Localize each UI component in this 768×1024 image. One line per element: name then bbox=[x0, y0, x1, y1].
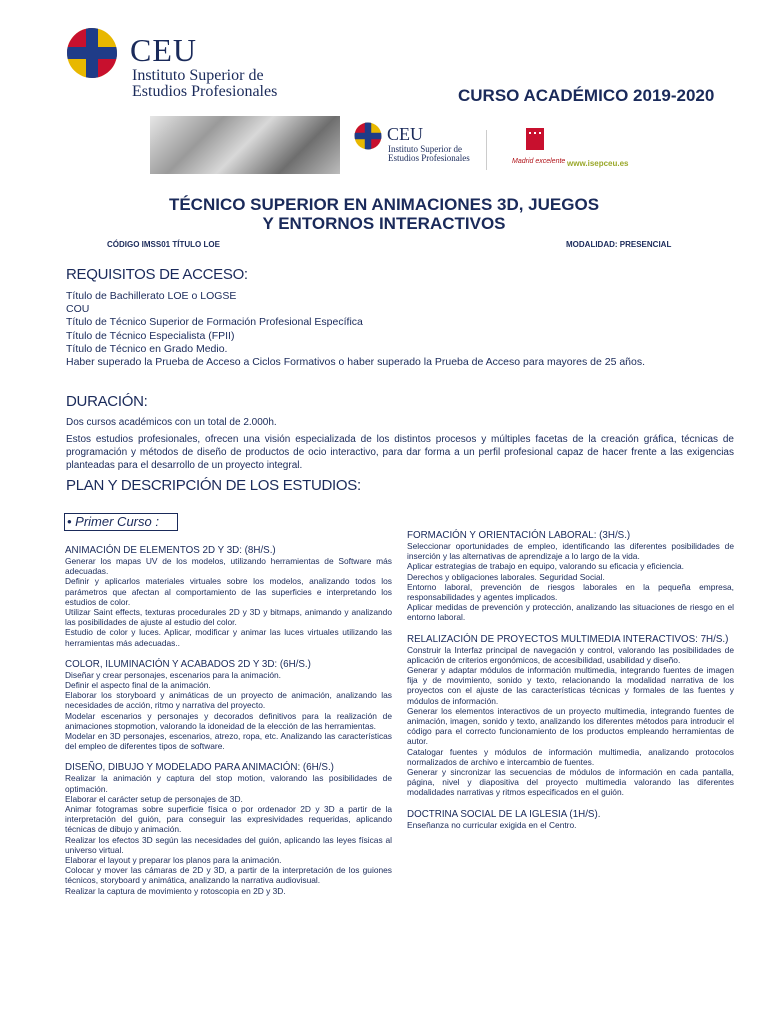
requisito-item: COU bbox=[66, 303, 90, 316]
subject-line: Realizar los efectos 3D según las necesidades del guión, aplicando las leyes físicas al universo virtual. bbox=[65, 834, 392, 855]
subject-line: Construir la Interfaz principal de navegación y control, valorando las posibilidades de aplicación de criterios ergonómicos, de accesibilidad, usabilidad y diseño. bbox=[407, 644, 734, 665]
banner-divider bbox=[486, 130, 487, 170]
banner-institute-line-1: Instituto Superior de bbox=[388, 144, 462, 154]
duracion-heading: DURACIÓN: bbox=[66, 393, 148, 410]
requisito-item: Título de Técnico Especialista (FPII) bbox=[66, 329, 235, 342]
madrid-text: Madrid excelente bbox=[512, 158, 566, 165]
madrid-logo-icon bbox=[520, 126, 550, 160]
institute-line-2: Estudios Profesionales bbox=[132, 83, 278, 100]
subject-line: Derechos y obligaciones laborales. Seguridad Social. bbox=[407, 571, 605, 582]
subject-line: Modelar en 3D personajes, escenarios, atrezo, ropa, etc. Analizando las características del empleo de diferentes tipos de software. bbox=[65, 731, 392, 752]
requisito-item: Título de Técnico Superior de Formación Profesional Específica bbox=[66, 316, 363, 329]
subject-line: Utilizar Saint effects, texturas procedurales 2D y 3D y bitmaps, animando y analizando las posibilidades de ajuste al estudio del color. bbox=[65, 607, 392, 628]
subject-line: Realizar la captura de movimiento y rotoscopia en 2D y 3D. bbox=[65, 885, 286, 896]
subject-line: Generar y sincronizar las secuencias de módulos de información en cada pantalla, página, nivel y diapositiva del proyecto multimedia valorando las diferentes modalidades narrativas y ritmos especificados en el guión. bbox=[407, 767, 734, 798]
institute-name bbox=[132, 68, 277, 100]
left-column bbox=[65, 545, 392, 896]
requisitos-list bbox=[66, 290, 734, 369]
banner-photo bbox=[150, 116, 340, 174]
subject-line: Modelar escenarios y personajes y decorados definitivos para la realización de animaciones stopmotion, valorando la idoneidad de la elección de las herramientas. bbox=[65, 710, 392, 731]
banner-institute-line-2: Estudios Profesionales bbox=[388, 153, 470, 163]
ceu-logo-icon bbox=[66, 27, 118, 79]
requisitos-heading: REQUISITOS DE ACCESO: bbox=[66, 266, 248, 283]
program-modality: MODALIDAD: PRESENCIAL bbox=[566, 240, 672, 249]
plan-heading: PLAN Y DESCRIPCIÓN DE LOS ESTUDIOS: bbox=[66, 477, 361, 494]
subject-heading: COLOR, ILUMINACIÓN Y ACABADOS 2D Y 3D: (6H/S.) bbox=[65, 658, 311, 670]
institute-line-1: Instituto Superior de bbox=[132, 67, 264, 84]
duracion-paragraph: Estos estudios profesionales, ofrecen una visión especializada de los distintos procesos y múltiples facetas de la creación gráfica, técnicas de programación y métodos de diseño de productos de ocio interactivo, para dar forma a un perfil profesional capaz de hacer frente a las exigencias planteadas para el desarrollo de un proyecto integral. bbox=[66, 434, 734, 472]
subject-line: Definir y aplicarlos materiales virtuales sobre los modelos, analizando todos los parámetros que afectan al comportamiento de las superficies e interpretando los estudios de color. bbox=[65, 576, 392, 607]
ceu-small-logo-icon bbox=[354, 122, 382, 150]
subject-line: Elaborar el layout y preparar los planos para la animación. bbox=[65, 855, 282, 866]
subject-line: Generar los mapas UV de los modelos, utilizando herramientas de Software más adecuadas. bbox=[65, 556, 392, 577]
subject-heading: DOCTRINA SOCIAL DE LA IGLESIA (1H/S). bbox=[407, 808, 601, 820]
subject-line: Seleccionar oportunidades de empleo, identificando las diferentes posibilidades de inserción y las alternativas de aprendizaje a lo largo de la vida. bbox=[407, 541, 734, 562]
subject-line: Entorno laboral, prevención de riesgos laborales en la pequeña empresa, responsabilidades y agentes implicados. bbox=[407, 581, 734, 603]
brand-name: CEU bbox=[130, 32, 197, 68]
duracion-line: Dos cursos académicos con un total de 2.000h. bbox=[66, 417, 277, 428]
subject-line: Elaborar el carácter setup de personajes de 3D. bbox=[65, 793, 243, 804]
subject-line: Estudio de color y luces. Aplicar, modificar y animar las luces virtuales utilizando las herramientas más adecuadas.. bbox=[65, 627, 392, 648]
subject-heading: DISEÑO, DIBUJO Y MODELADO PARA ANIMACIÓN: (6H/S.) bbox=[65, 762, 334, 774]
subject-heading: RELALIZACIÓN DE PROYECTOS MULTIMEDIA INTERACTIVOS: 7H/S.) bbox=[407, 633, 729, 645]
subject-line: Definir el aspecto final de la animación. bbox=[65, 680, 211, 691]
subject-line: Aplicar estrategias de trabajo en equipo, valorando su eficacia y eficiencia. bbox=[407, 561, 685, 572]
subject-line: Colocar y mover las cámaras de 2D y 3D, a partir de la interpretación de los guiones técnicos, storyboard y animática, analizando la narrativa audiovisual. bbox=[65, 865, 392, 886]
program-code: CÓDIGO IMSS01 TÍTULO LOE bbox=[107, 240, 220, 249]
subject-line: Catalogar fuentes y módulos de información multimedia, analizando protocolos normalizados de archivo e intercambio de fuentes. bbox=[407, 746, 734, 767]
subject-line: Diseñar y crear personajes, escenarios para la animación. bbox=[65, 669, 281, 680]
requisito-item: Haber superado la Prueba de Acceso a Ciclos Formativos o haber superado la Prueba de Acceso para mayores de 25 años. bbox=[66, 356, 646, 369]
course-year: CURSO ACADÉMICO 2019-2020 bbox=[458, 86, 715, 105]
subject-line: Elaborar los storyboard y animáticas de un proyecto de animación, analizando las necesidades de acción, ritmo y narrativa del proyecto. bbox=[65, 690, 392, 711]
banner-institute bbox=[388, 145, 470, 163]
subject-heading: FORMACIÓN Y ORIENTACIÓN LABORAL: (3H/S.) bbox=[407, 530, 631, 541]
requisito-item: Título de Bachillerato LOE o LOGSE bbox=[66, 290, 237, 302]
subject-line: Enseñanza no curricular exigida en el Centro. bbox=[407, 819, 577, 830]
program-title-line-2: Y ENTORNOS INTERACTIVOS bbox=[262, 214, 506, 233]
program-title-line-1: TÉCNICO SUPERIOR EN ANIMACIONES 3D, JUEGOS bbox=[168, 195, 600, 214]
primer-curso-label: • Primer Curso : bbox=[64, 513, 178, 531]
subject-line: Generar los elementos interactivos de un proyecto multimedia, integrando fuentes de animación, imagen, sonido y texto, analizando los diferentes métodos para introducir el código para el correcto funcionamiento de los productos empleando herramientas de autor. bbox=[407, 705, 734, 747]
subject-line: Generar y adaptar módulos de información multimedia, integrando fuentes de imagen fija y de movimiento, sonido y texto, relacionando la modalidad narrativa de los proyectos con el ajuste de las características técnicas y formales de las fuentes y módulos de información. bbox=[407, 665, 734, 706]
right-column bbox=[407, 530, 734, 830]
subject-line: Aplicar medidas de prevención y protección, analizando las situaciones de riesgo en el entorno laboral. bbox=[407, 602, 734, 623]
primer-curso-text: Primer Curso : bbox=[75, 514, 159, 529]
requisito-item: Título de Técnico en Grado Medio. bbox=[66, 342, 228, 355]
program-title bbox=[0, 195, 768, 233]
subject-line: Animar fotogramas sobre superficie física o por ordenador 2D y 3D a partir de la interpretación del guión, para conseguir las expresividades requeridas, aplicando técnicas de dibujo y animación. bbox=[65, 804, 392, 835]
banner-brand: CEU bbox=[387, 124, 423, 144]
subject-line: Realizar la animación y captura del stop motion, valorando las posibilidades de optimación. bbox=[65, 773, 392, 794]
subject-heading: ANIMACIÓN DE ELEMENTOS 2D Y 3D: (8H/S.) bbox=[65, 545, 276, 556]
website-link[interactable]: www.isepceu.es bbox=[567, 159, 629, 168]
